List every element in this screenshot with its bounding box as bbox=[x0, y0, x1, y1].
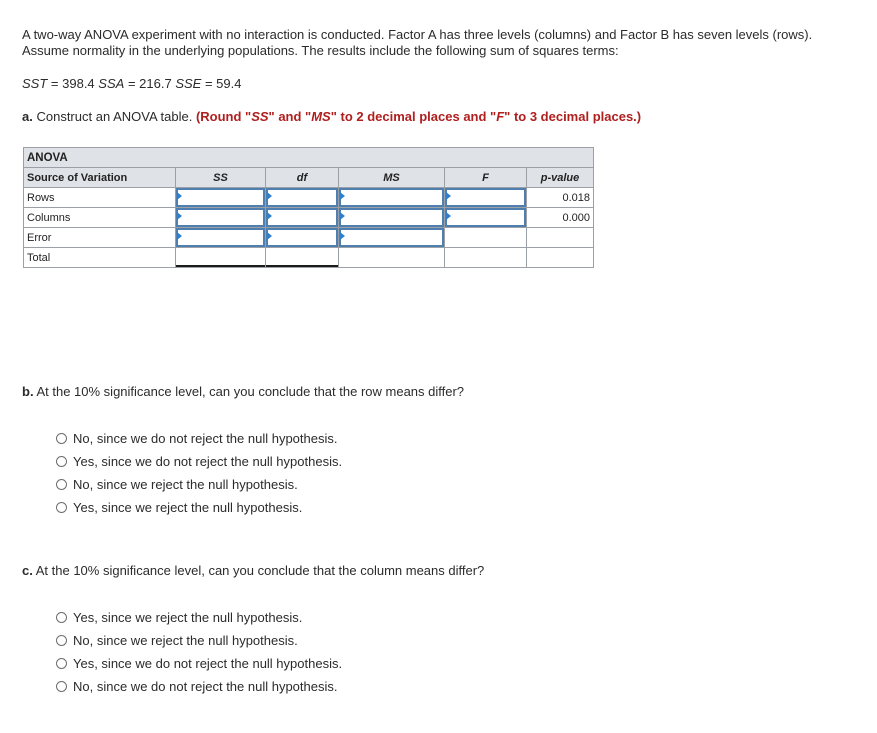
sum-of-squares-line bbox=[22, 76, 241, 91]
total-ms-empty bbox=[339, 248, 445, 268]
table-title: ANOVA bbox=[24, 148, 594, 168]
ssa-label: SSA bbox=[98, 76, 125, 91]
header-p-value: p-value bbox=[540, 171, 580, 184]
part-c-option-2[interactable]: No, since we reject the null hypothesis. bbox=[56, 629, 342, 652]
total-f-empty bbox=[445, 248, 527, 268]
part-b-question bbox=[22, 384, 464, 399]
header-source: Source of Variation bbox=[24, 168, 176, 188]
error-p-empty bbox=[527, 228, 594, 248]
table-row-total bbox=[24, 248, 594, 268]
row-label-rows: Rows bbox=[24, 188, 176, 208]
row-label-total: Total bbox=[24, 248, 176, 268]
columns-f-input[interactable] bbox=[445, 208, 526, 227]
table-row-columns bbox=[24, 208, 594, 228]
columns-df-input[interactable] bbox=[266, 208, 338, 227]
header-ms: MS bbox=[383, 171, 400, 184]
rows-ms-input[interactable] bbox=[339, 188, 444, 207]
sst-value: = 398.4 bbox=[50, 76, 95, 91]
part-a-text: Construct an ANOVA table. bbox=[36, 109, 193, 124]
rows-p-value: 0.018 bbox=[527, 188, 594, 208]
error-df-input[interactable] bbox=[266, 228, 338, 247]
radio-icon[interactable] bbox=[56, 433, 67, 444]
columns-ms-input[interactable] bbox=[339, 208, 444, 227]
part-b-text: At the 10% significance level, can you conclude that the row means differ? bbox=[36, 384, 465, 399]
sse-label: SSE bbox=[175, 76, 202, 91]
rows-ss-input[interactable] bbox=[176, 188, 265, 207]
radio-icon[interactable] bbox=[56, 635, 67, 646]
sse-value: = 59.4 bbox=[204, 76, 242, 91]
part-c-option-1[interactable]: Yes, since we reject the null hypothesis. bbox=[56, 606, 342, 629]
radio-icon[interactable] bbox=[56, 502, 67, 513]
columns-p-value: 0.000 bbox=[527, 208, 594, 228]
part-b-label: b. bbox=[22, 384, 34, 399]
sst-label: SST bbox=[22, 76, 48, 91]
radio-icon[interactable] bbox=[56, 479, 67, 490]
anova-table bbox=[23, 147, 594, 268]
part-b-option-3[interactable]: No, since we reject the null hypothesis. bbox=[56, 473, 342, 496]
ssa-value: = 216.7 bbox=[127, 76, 172, 91]
error-ss-input[interactable] bbox=[176, 228, 265, 247]
total-ss-cell bbox=[176, 248, 265, 267]
table-row-error bbox=[24, 228, 594, 248]
part-c-option-4[interactable]: No, since we do not reject the null hypothesis. bbox=[56, 675, 342, 698]
total-p-empty bbox=[527, 248, 594, 268]
part-b-options bbox=[56, 427, 342, 519]
header-ss: SS bbox=[213, 171, 228, 184]
rows-df-input[interactable] bbox=[266, 188, 338, 207]
error-f-empty bbox=[445, 228, 527, 248]
part-c-question bbox=[22, 563, 484, 578]
part-c-options bbox=[56, 606, 342, 698]
part-c-text: At the 10% significance level, can you conclude that the column means differ? bbox=[35, 563, 485, 578]
radio-icon[interactable] bbox=[56, 681, 67, 692]
rounding-instruction: (Round "SS" and "MS" to 2 decimal places and "F" to 3 decimal places.) bbox=[195, 109, 642, 124]
table-row-rows bbox=[24, 188, 594, 208]
columns-ss-input[interactable] bbox=[176, 208, 265, 227]
radio-icon[interactable] bbox=[56, 658, 67, 669]
part-a-prompt bbox=[22, 109, 641, 124]
part-c-option-3[interactable]: Yes, since we do not reject the null hypothesis. bbox=[56, 652, 342, 675]
radio-icon[interactable] bbox=[56, 612, 67, 623]
row-label-error: Error bbox=[24, 228, 176, 248]
total-df-cell bbox=[266, 248, 338, 267]
row-label-columns: Columns bbox=[24, 208, 176, 228]
error-ms-input[interactable] bbox=[339, 228, 444, 247]
rows-f-input[interactable] bbox=[445, 188, 526, 207]
part-a-label: a. bbox=[22, 109, 33, 124]
part-b-option-1[interactable]: No, since we do not reject the null hypothesis. bbox=[56, 427, 342, 450]
part-b-option-4[interactable]: Yes, since we reject the null hypothesis. bbox=[56, 496, 342, 519]
header-df: df bbox=[296, 171, 308, 184]
part-c-label: c. bbox=[22, 563, 33, 578]
problem-intro: A two-way ANOVA experiment with no interaction is conducted. Factor A has three levels (columns) and Factor B has seven levels (rows). Assume normality in the underlying populations. The results include the following sum of squares terms: bbox=[22, 27, 813, 58]
part-b-option-2[interactable]: Yes, since we do not reject the null hypothesis. bbox=[56, 450, 342, 473]
table-header-row bbox=[24, 168, 594, 188]
radio-icon[interactable] bbox=[56, 456, 67, 467]
header-f: F bbox=[482, 171, 489, 184]
